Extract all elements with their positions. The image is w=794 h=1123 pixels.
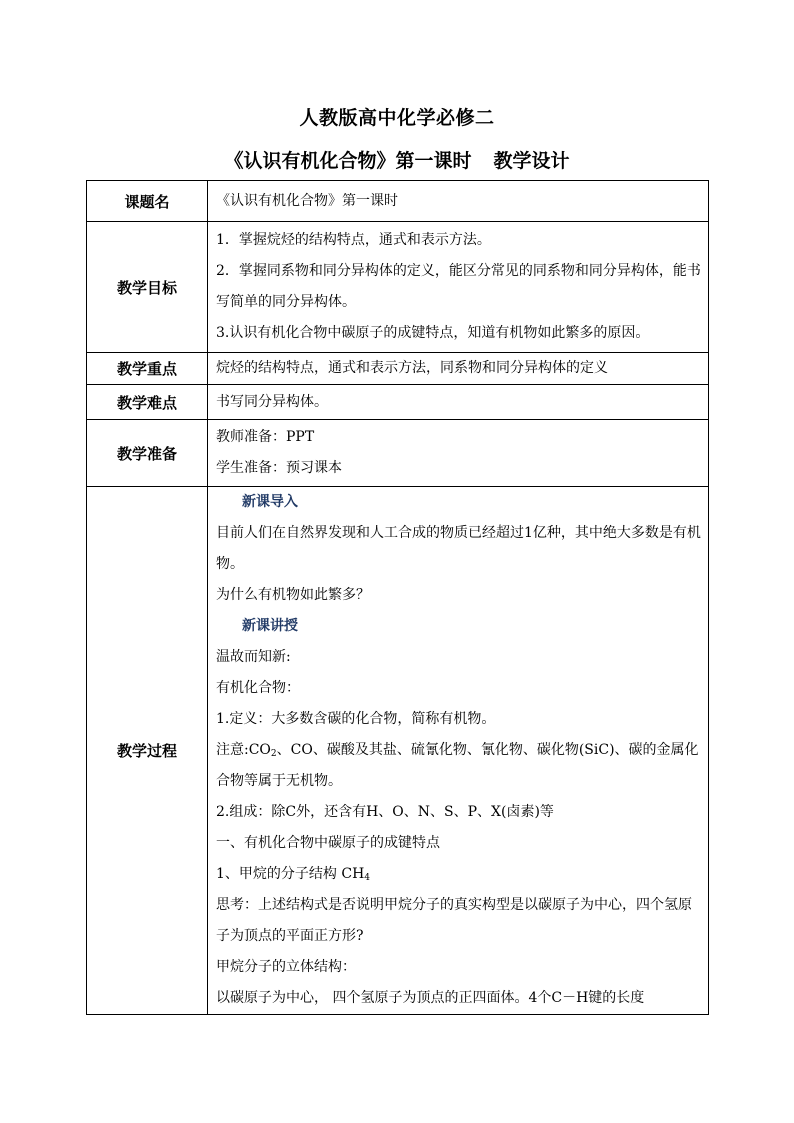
objectives-label: 教学目标 <box>87 222 208 353</box>
preparation-label: 教学准备 <box>87 420 208 487</box>
intro-question: 为什么有机物如此繁多？ <box>216 587 370 603</box>
topic-label: 课题名 <box>87 181 208 222</box>
table-row-process <box>87 487 709 1015</box>
objective-item-3: 3.认识有机化合物中碳原子的成键特点，知道有机物如此繁多的原因。 <box>216 325 650 341</box>
topic-value: 《认识有机化合物》第一课时 <box>208 181 709 222</box>
table-row-difficulties <box>87 385 709 420</box>
composition-text: 2.组成：除C外，还含有H、O、N、S、P、X(卤素)等 <box>216 804 554 820</box>
organic-compound-text: 有机化合物： <box>216 680 300 696</box>
section-one-heading: 一、有机化合物中碳原子的成键特点 <box>216 835 440 851</box>
objectives-value <box>208 222 709 353</box>
subtitle-lesson: 《认识有机化合物》第一课时 <box>224 150 472 172</box>
objective-item-1: 1．掌握烷烃的结构特点，通式和表示方法。 <box>216 232 491 248</box>
intro-paragraph: 目前人们在自然界发现和人工合成的物质已经超过1亿种，其中绝大多数是有机物。 <box>216 525 701 572</box>
table-row-objectives <box>87 222 709 353</box>
table-row-topic <box>87 181 709 222</box>
objective-item-2: 2．掌握同系物和同分异构体的定义，能区分常见的同系物和同分异构体，能书写简单的同分异构体。 <box>216 263 701 310</box>
stereo-structure-text: 甲烷分子的立体结构： <box>216 959 356 975</box>
review-text: 温故而知新: <box>216 649 291 665</box>
teacher-preparation: 教师准备：PPT <box>216 429 315 445</box>
difficulties-value: 书写同分异构体。 <box>208 385 709 420</box>
table-row-preparation <box>87 420 709 487</box>
think-question: 思考：上述结构式是否说明甲烷分子的真实构型是以碳原子为中心，四个氢原子为顶点的平面正方形? <box>216 897 692 944</box>
key-points-label: 教学重点 <box>87 353 208 385</box>
lesson-plan-table <box>86 180 709 1015</box>
preparation-value <box>208 420 709 487</box>
methane-structure-text: 1、甲烷的分子结构 $CH_4$ <box>216 866 371 883</box>
definition-text: 1.定义：大多数含碳的化合物，简称有机物。 <box>216 711 496 727</box>
tetrahedron-text: 以碳原子为中心， 四个氢原子为顶点的正四面体。4个C－H键的长度 <box>216 990 645 1006</box>
intro-heading: 新课导入 <box>242 494 298 510</box>
student-preparation: 学生准备：预习课本 <box>216 460 342 476</box>
note-text: 注意$:CO_2$、CO、碳酸及其盐、硫氰化物、氰化物、碳化物(SiC)、碳的金属化合物等属于无机物。 <box>216 742 699 789</box>
subtitle-type: 教学设计 <box>493 150 570 172</box>
document-title: 人教版高中化学必修二 <box>299 107 495 129</box>
difficulties-label: 教学难点 <box>87 385 208 420</box>
lecture-heading: 新课讲授 <box>242 618 298 634</box>
key-points-value: 烷烃的结构特点，通式和表示方法，同系物和同分异构体的定义 <box>208 353 709 385</box>
process-label: 教学过程 <box>87 487 208 1015</box>
process-value <box>208 487 709 1015</box>
table-row-key-points <box>87 353 709 385</box>
document-subtitle <box>0 146 794 173</box>
